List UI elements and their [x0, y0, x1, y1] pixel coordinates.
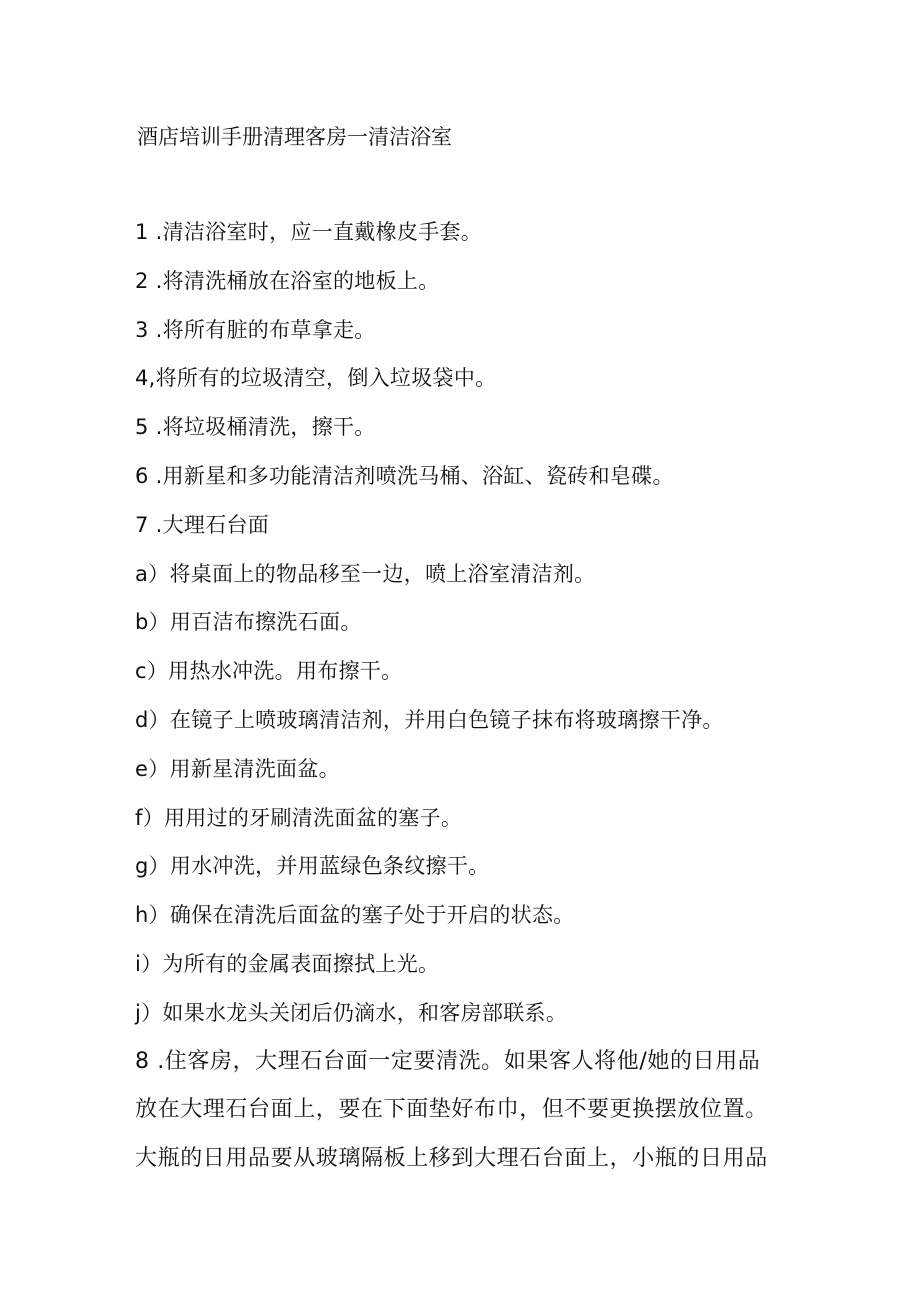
list-item: h）确保在清洗后面盆的塞子处于开启的状态。: [135, 903, 575, 928]
list-item: 1 .清洁浴室时，应一直戴橡皮手套。: [135, 220, 483, 244]
list-item: f）用用过的牙刷清洗面盆的塞子。: [135, 805, 463, 830]
list-item: c）用热水冲洗。用布擦干。: [135, 659, 403, 684]
list-item: 4,将所有的垃圾清空，倒入垃圾袋中。: [135, 366, 497, 391]
list-item: 5 .将垃圾桶清洗，擦干。: [135, 415, 376, 440]
list-item: i）为所有的金属表面擦拭上光。: [135, 951, 440, 976]
list-item: e）用新星清洗面盆。: [135, 756, 340, 781]
list-item: 7 .大理石台面: [135, 512, 270, 537]
list-item: j）如果水龙头关闭后仍滴水，和客房部联系。: [135, 1000, 568, 1025]
list-item: 6 .用新星和多功能清洁剂喷洗马桶、浴缸、瓷砖和皂碟。: [135, 463, 674, 488]
paragraph-line: 放在大理石台面上，要在下面垫好布巾，但不要更换摆放位置。: [135, 1097, 768, 1123]
document-title: 酒店培训手册清理客房一清洁浴室: [137, 125, 452, 149]
list-item: 3 .将所有脏的布草拿走。: [135, 317, 376, 342]
paragraph-line: 8 .住客房，大理石台面一定要清洗。如果客人将他/她的日用品: [135, 1048, 761, 1074]
list-item: g）用水冲洗，并用蓝绿色条纹擦干。: [135, 854, 490, 879]
list-item: 2 .将清洗桶放在浴室的地板上。: [135, 268, 440, 293]
list-item: b）用百洁布擦洗石面。: [135, 610, 362, 635]
paragraph-line: 大瓶的日用品要从玻璃隔板上移到大理石台面上，小瓶的日用品: [135, 1146, 768, 1172]
list-item: a）将桌面上的物品移至一边，喷上浴室清洁剂。: [135, 561, 596, 586]
list-item: d）在镜子上喷玻璃清洁剂，并用白色镜子抹布将玻璃擦干净。: [135, 707, 724, 732]
document-body: [135, 212, 835, 1188]
